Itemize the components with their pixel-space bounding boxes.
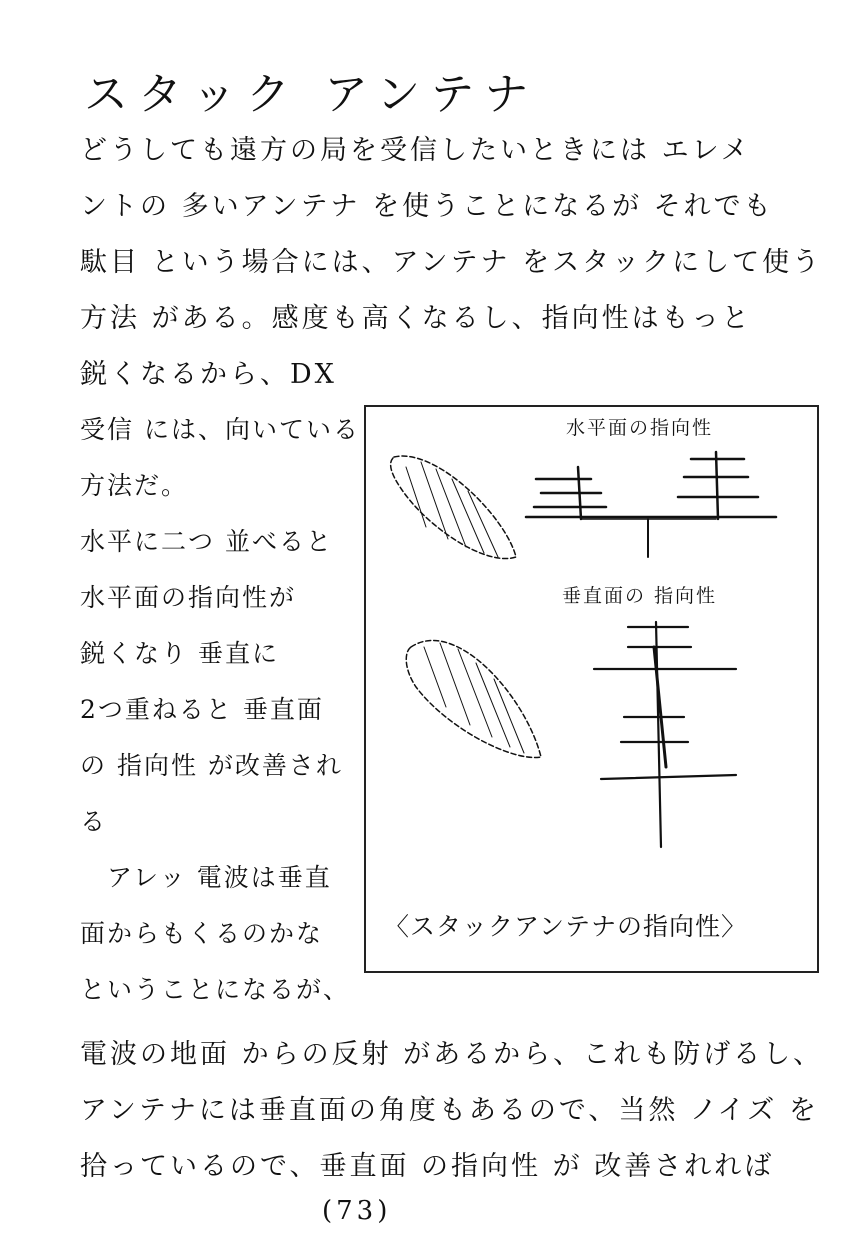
left-column-line: 水平に二つ 並べると	[80, 527, 333, 556]
vertical-stack-antenna	[594, 622, 736, 847]
paragraph-line: 方法 がある。感度も高くなるし、指向性はもっと	[80, 303, 752, 334]
page-number: (73)	[322, 1196, 392, 1226]
left-column-line: 鋭くなり 垂直に	[80, 639, 279, 668]
left-column-line: 方法だ。	[80, 471, 189, 500]
horizontal-plane-label: 水平面の指向性	[566, 417, 714, 439]
figure-box	[364, 405, 819, 973]
antenna-diagram	[366, 407, 821, 975]
vertical-plane-label: 垂直面の 指向性	[562, 585, 718, 607]
figure-caption: 〈スタックアンテナの指向性〉	[384, 912, 748, 941]
paragraph-line: 鋭くなるから、DX	[80, 359, 337, 390]
paragraph-line: どうしても遠方の局を受信したいときには エレメ	[80, 135, 751, 166]
left-column-line: 水平面の指向性が	[80, 583, 297, 612]
left-column-line: 受信 には、向いている	[80, 415, 360, 444]
horizontal-stack-antenna	[526, 452, 776, 557]
horizontal-lobe	[391, 456, 516, 559]
paragraph-line: ントの 多いアンテナ を使うことになるが それでも	[80, 191, 774, 222]
vertical-lobe	[406, 640, 541, 757]
bottom-line: アンテナには垂直面の角度もあるので、当然 ノイズ を	[80, 1095, 819, 1126]
bottom-line: 拾っているので、垂直面 の指向性 が 改善されれば	[80, 1151, 775, 1182]
left-column-line: 2つ重ねると 垂直面	[80, 695, 324, 724]
page-title: スタック アンテナ	[84, 69, 539, 120]
left-column-line: の 指向性 が改善され	[80, 751, 343, 780]
left-column-line: る	[80, 807, 108, 836]
left-column-line: ということになるが、	[80, 975, 351, 1004]
bottom-line: 電波の地面 からの反射 があるから、これも防げるし、	[80, 1039, 824, 1070]
left-column-line: 面からもくるのかな	[80, 919, 324, 948]
paragraph-line: 駄目 という場合には、アンテナ をスタックにして使う	[80, 247, 823, 278]
left-column-line: アレッ 電波は垂直	[80, 863, 332, 892]
